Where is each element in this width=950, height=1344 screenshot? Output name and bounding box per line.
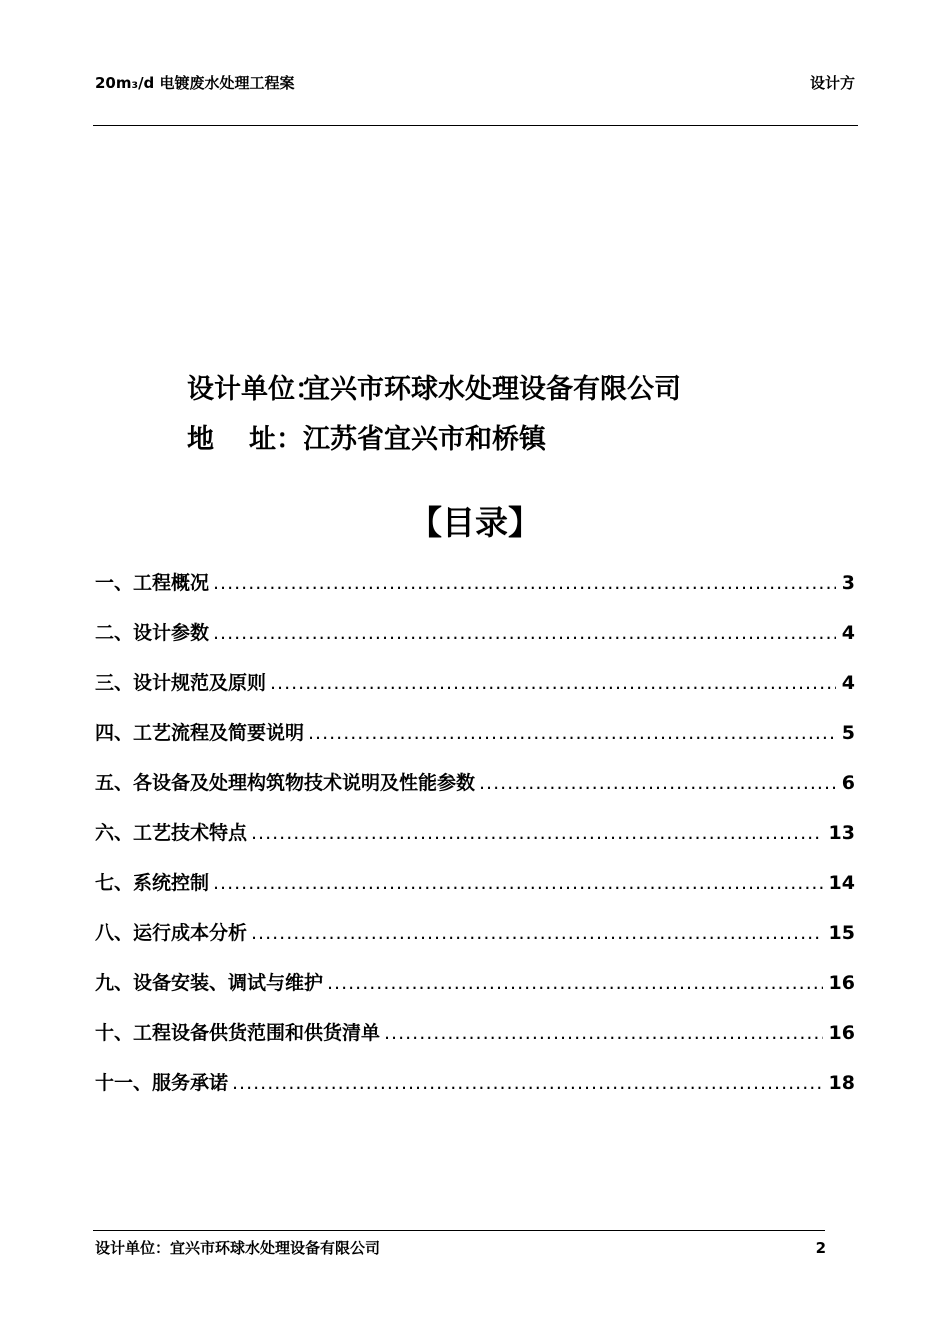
toc-entry-page: 15 [828,922,855,944]
toc-entry[interactable] [95,865,855,915]
toc-dot-leader [270,665,836,701]
header-document-title: 20m₃/d 电镀废水处理工程案 [95,74,295,92]
toc-entry[interactable] [95,1015,855,1065]
company-info [187,365,681,465]
toc-entry-text: 六、工艺技术特点 [95,822,248,844]
address-label-second: 址： [249,424,303,455]
company-label: 设计单位： [187,374,322,405]
toc-entry-page: 14 [828,872,855,894]
toc-entry-text: 一、工程概况 [95,572,210,594]
toc-dot-leader [213,615,836,651]
address-value: 江苏省宜兴市和桥镇 [303,424,546,455]
address-label-first: 地 [187,424,214,455]
toc-dot-leader [308,715,836,751]
toc-entry[interactable] [95,715,855,765]
toc-title: 【目录】 [409,503,541,542]
toc-entry-page: 4 [841,622,855,644]
toc-entry-page: 3 [841,572,855,594]
toc-entry-page: 18 [828,1072,855,1094]
toc-entry-page: 5 [841,722,855,744]
header-document-type: 设计方 [809,74,855,92]
toc-entry-text: 九、设备安装、调试与维护 [95,972,324,994]
toc-entry-page: 4 [841,672,855,694]
toc-entry[interactable] [95,665,855,715]
footer-company: 设计单位：宜兴市环球水处理设备有限公司 [95,1239,381,1257]
toc-entry-text: 八、运行成本分析 [95,922,248,944]
address-row [187,415,681,465]
address-label [187,415,303,465]
toc-dot-leader [232,1065,823,1101]
toc-entry[interactable] [95,965,855,1015]
toc-entry-text: 十、工程设备供货范围和供货清单 [95,1022,381,1044]
toc-entry-page: 6 [841,772,855,794]
toc-entry[interactable] [95,815,855,865]
footer-divider [93,1230,825,1231]
company-row [187,365,681,415]
company-value: 宜兴市环球水处理设备有限公司 [303,374,681,405]
header-divider [93,125,858,126]
toc-dot-leader [251,815,823,851]
toc-entry-text: 二、设计参数 [95,622,210,644]
toc-entry[interactable] [95,915,855,965]
toc-entry[interactable] [95,765,855,815]
toc-dot-leader [213,565,836,601]
toc-entry[interactable] [95,1065,855,1115]
toc-entry-page: 16 [828,1022,855,1044]
toc-entry-text: 五、各设备及处理构筑物技术说明及性能参数 [95,772,476,794]
toc-dot-leader [384,1015,823,1051]
toc-entry-text: 十一、服务承诺 [95,1072,229,1094]
toc-entry-text: 四、工艺流程及简要说明 [95,722,305,744]
toc-dot-leader [251,915,823,951]
toc-entry[interactable] [95,615,855,665]
toc-dot-leader [327,965,823,1001]
toc-entry-page: 16 [828,972,855,994]
toc-entry-text: 七、系统控制 [95,872,210,894]
toc-entry-text: 三、设计规范及原则 [95,672,267,694]
footer-page-number: 2 [815,1239,826,1257]
toc-dot-leader [213,865,823,901]
toc-dot-leader [479,765,836,801]
toc-entry-page: 13 [828,822,855,844]
table-of-contents [95,565,855,1115]
toc-entry[interactable] [95,565,855,615]
